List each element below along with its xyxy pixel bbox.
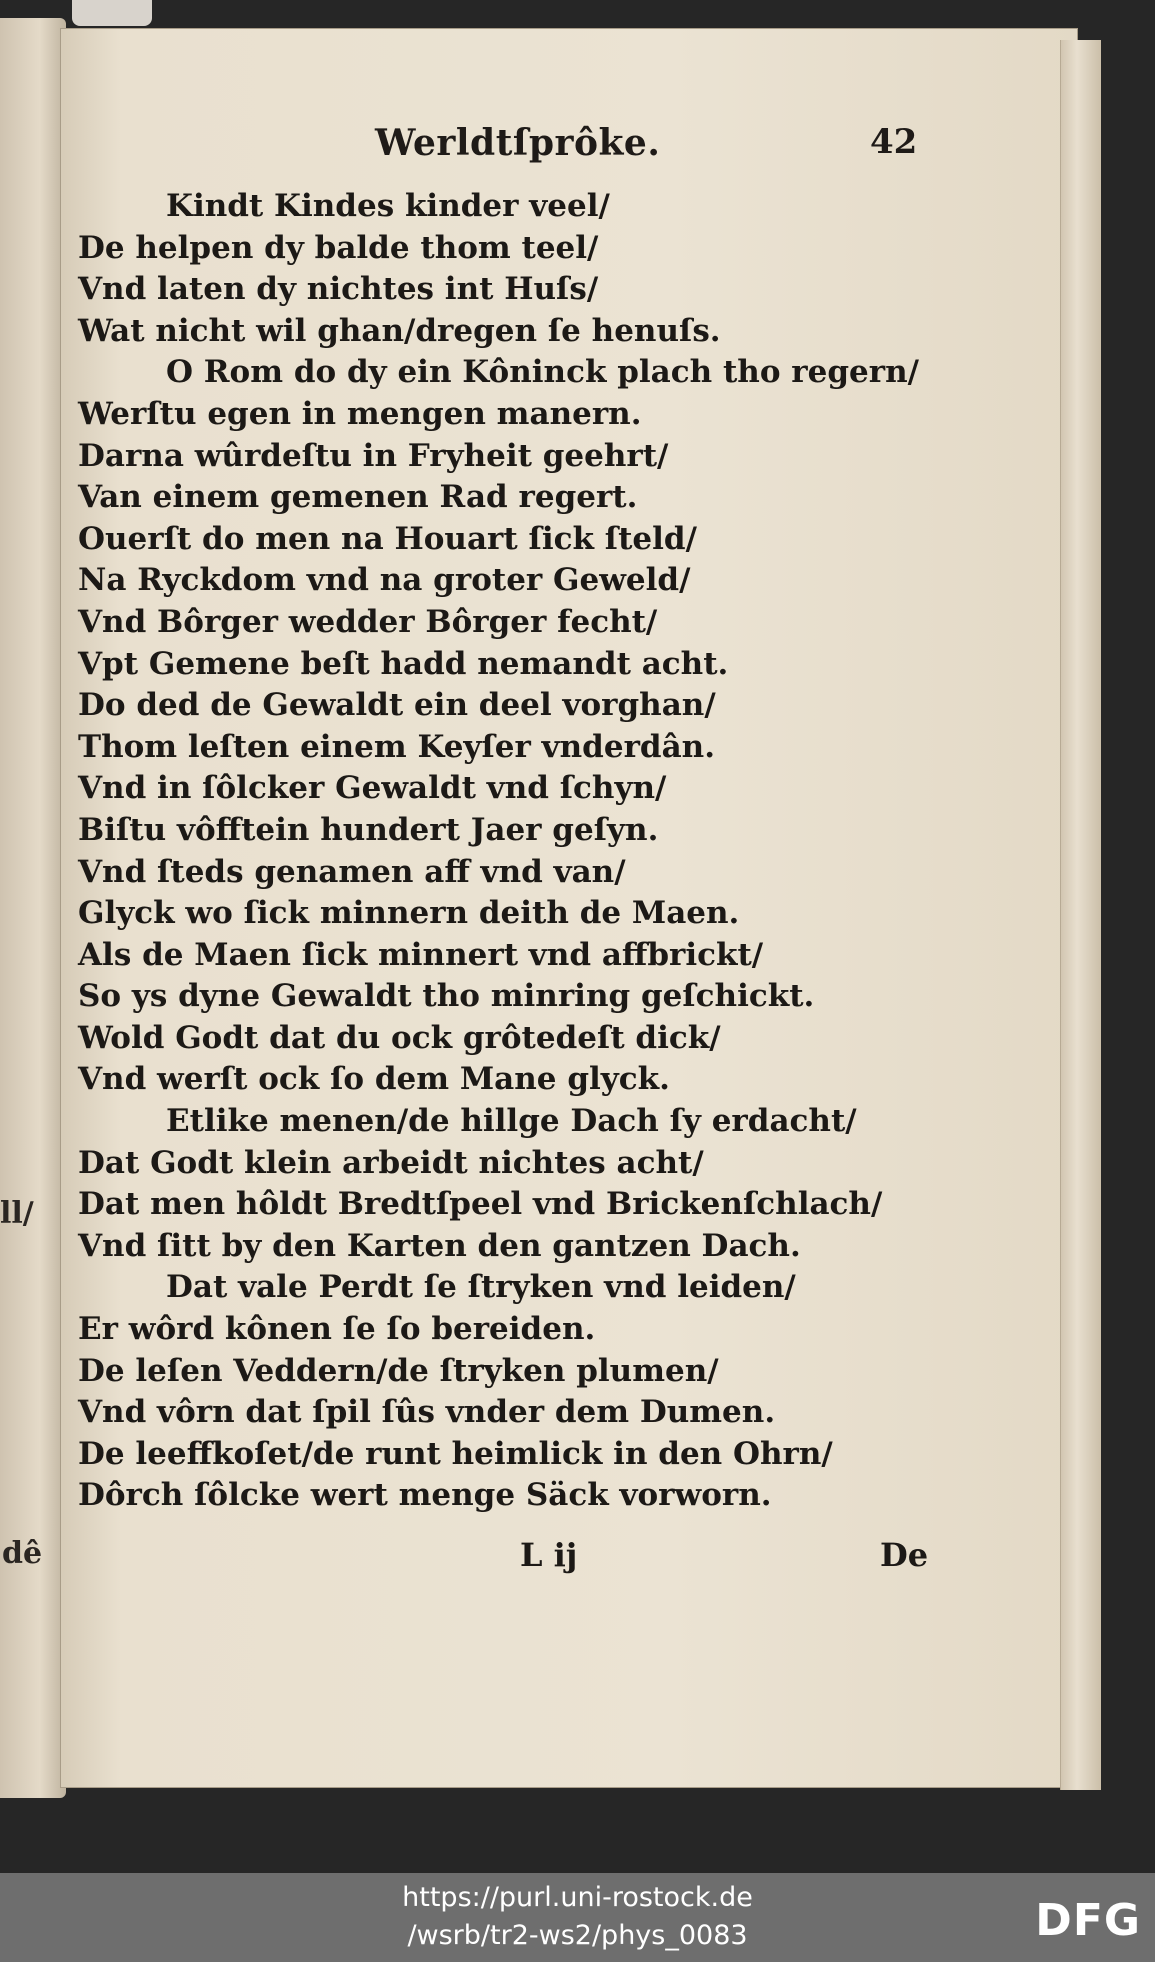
text-line: Kindt Kindes kinder veel/ bbox=[166, 188, 610, 224]
text-line: Dôrch ſôlcke wert menge Säck vorworn. bbox=[78, 1477, 772, 1514]
viewer-footer-bar bbox=[0, 1873, 1155, 1962]
left-page-edge bbox=[0, 18, 66, 1798]
text-line: Wold Godt dat du ock grôtedeſt dick/ bbox=[78, 1019, 721, 1056]
text-line: Als de Maen ſick minnert vnd affbrickt/ bbox=[78, 936, 764, 973]
verse-text bbox=[78, 186, 948, 1517]
text-line: Etlike menen/de hillge Dach ſy erdacht/ bbox=[166, 1103, 857, 1140]
text-line: Werſtu egen in mengen manern. bbox=[78, 395, 642, 432]
page-number: 42 bbox=[870, 122, 918, 162]
page-header bbox=[0, 122, 1155, 172]
left-page-fragment-top: ll/ bbox=[0, 1196, 34, 1231]
left-page-fragment-bottom: dê bbox=[2, 1536, 43, 1571]
running-title: Werldtſprôke. bbox=[375, 122, 661, 164]
text-line: Dat men hôldt Bredtſpeel vnd Brickenſchlach/ bbox=[78, 1186, 883, 1223]
text-line: Ouerſt do men na Houart ſick ſteld/ bbox=[78, 520, 697, 557]
signature-mark: L ij bbox=[520, 1536, 578, 1574]
text-line: Vnd Bôrger wedder Bôrger fecht/ bbox=[78, 603, 658, 640]
text-line: Vnd ſteds genamen aff vnd van/ bbox=[78, 853, 626, 890]
dfg-logo: DFG bbox=[1035, 1895, 1141, 1946]
text-line: Na Ryckdom vnd na groter Geweld/ bbox=[78, 562, 691, 599]
text-line: Van einem gemenen Rad regert. bbox=[78, 479, 638, 516]
text-line: Vnd werſt ock ſo dem Mane glyck. bbox=[78, 1061, 670, 1098]
text-line: Vnd ſitt by den Karten den gantzen Dach. bbox=[78, 1227, 801, 1264]
permalink-url-line-1[interactable]: https://purl.uni-rostock.de bbox=[402, 1882, 753, 1913]
text-line: Wat nicht wil ghan/dregen ſe henuſs. bbox=[78, 312, 721, 349]
text-line: Dat vale Perdt ſe ſtryken vnd leiden/ bbox=[166, 1269, 796, 1306]
text-line: De helpen dy balde thom teel/ bbox=[78, 229, 599, 266]
text-line: Er wôrd kônen ſe ſo bereiden. bbox=[78, 1311, 596, 1348]
text-line: Biſtu vôfftein hundert Jaer geſyn. bbox=[78, 811, 659, 848]
permalink-url-line-2[interactable]: /wsrb/tr2-ws2/phys_0083 bbox=[407, 1920, 748, 1951]
text-line: Dat Godt klein arbeidt nichtes acht/ bbox=[78, 1144, 704, 1181]
catchword: De bbox=[880, 1536, 929, 1574]
text-line: Vnd laten dy nichtes int Huſs/ bbox=[78, 271, 599, 308]
text-line: Glyck wo ſick minnern deith de Maen. bbox=[78, 895, 740, 932]
book-clip bbox=[72, 0, 152, 26]
text-line: So ys dyne Gewaldt tho minring geſchickt. bbox=[78, 978, 815, 1015]
text-line: Thom leſten einem Keyſer vnderdân. bbox=[78, 728, 715, 765]
text-line: O Rom do dy ein Kôninck plach tho regern/ bbox=[166, 354, 919, 391]
text-line: Vnd vôrn dat ſpil ſûs vnder dem Dumen. bbox=[78, 1394, 776, 1431]
text-line: Vnd in ſôlcker Gewaldt vnd ſchyn/ bbox=[78, 770, 667, 807]
text-line: Vpt Gemene beſt hadd nemandt acht. bbox=[78, 645, 729, 682]
text-line: De leſen Veddern/de ſtryken plumen/ bbox=[78, 1352, 719, 1389]
text-line: Do ded de Gewaldt ein deel vorghan/ bbox=[78, 687, 716, 724]
page-fore-edge bbox=[1060, 40, 1101, 1790]
text-line: De leeffkoſet/de runt heimlick in den Ohrn/ bbox=[78, 1435, 833, 1472]
text-line: Darna wûrdeſtu in Fryheit geehrt/ bbox=[78, 437, 669, 474]
page-footer bbox=[0, 1536, 1155, 1580]
